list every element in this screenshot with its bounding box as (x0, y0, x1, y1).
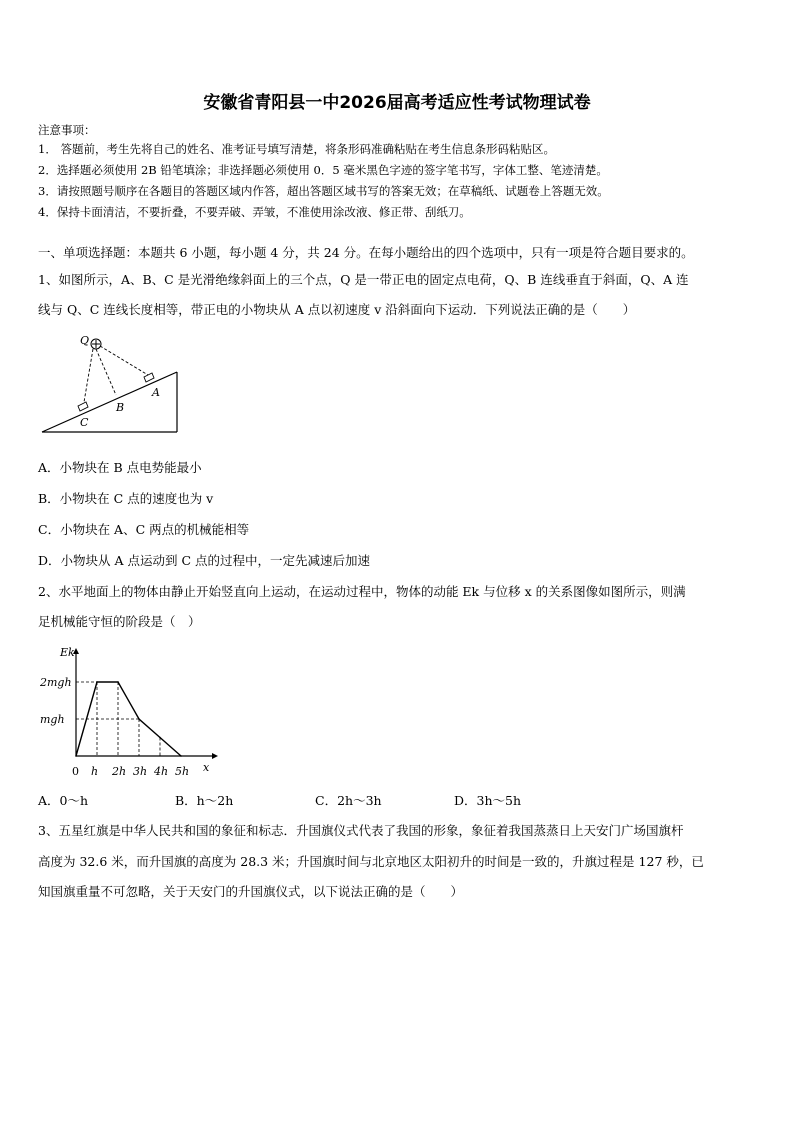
qc-dashed-line (83, 349, 93, 408)
x-tick-label-3: 3h (133, 765, 148, 778)
block-at-a (144, 373, 154, 382)
qa-dashed-line (100, 346, 148, 375)
x-tick-label-4: 4h (154, 765, 169, 778)
notice-item-2: 2．选择题必须使用 2B 铅笔填涂；非选择题必须使用 0．5 毫米黑色字迹的签字笔书写，字体工整、笔迹清楚。 (38, 163, 608, 177)
notice-item-1: 1． 答题前，考生先将自己的姓名、准考证号填写清楚，将条形码准确粘贴在考生信息条形码粘贴区。 (38, 142, 555, 156)
y-axis-label: Ek (60, 646, 75, 659)
q1-text-line-1: 1、如图所示，A、B、C 是光滑绝缘斜面上的三个点，Q 是一带正电的固定点电荷，Q、B 连线垂直于斜面，Q、A 连 (38, 272, 689, 287)
notice-item-4: 4．保持卡面清洁，不要折叠，不要弄破、弄皱，不准使用涂改液、修正带、刮纸刀。 (38, 205, 471, 219)
q3-text-line-1: 3、五星红旗是中华人民共和国的象征和标志．升国旗仪式代表了我国的形象，象征着我国蒸蒸日上天安门广场国旗杆 (38, 823, 684, 838)
y-tick-label-1: mgh (40, 713, 65, 726)
q1-option-d[interactable]: D．小物块从 A 点运动到 C 点的过程中，一定先减速后加速 (38, 553, 371, 568)
label-q: Q (80, 334, 90, 347)
incline-figure (36, 332, 186, 436)
page-title: 安徽省青阳县一中2026届高考适应性考试物理试卷 (203, 93, 591, 113)
block-at-c (78, 402, 88, 411)
x-tick-label-5: 5h (175, 765, 190, 778)
q2-option-b[interactable]: B．h～2h (175, 793, 234, 808)
notice-heading: 注意事项： (38, 123, 96, 137)
y-tick-label-0: 2mgh (40, 676, 72, 689)
q1-option-c[interactable]: C．小物块在 A、C 两点的机械能相等 (38, 522, 250, 537)
q1-text-line-2: 线与 Q、C 连线长度相等，带正电的小物块从 A 点以初速度 v 沿斜面向下运动．下列说法正确的是（ ） (38, 302, 636, 317)
x-axis-label: x (203, 761, 210, 774)
q1-option-a[interactable]: A．小物块在 B 点电势能最小 (38, 460, 202, 475)
incline-slope (42, 372, 177, 432)
data-point-4 (159, 737, 161, 739)
q2-option-a[interactable]: A．0～h (38, 793, 89, 808)
q2-text-line-2: 足机械能守恒的阶段是（ ） (38, 614, 201, 629)
data-point-2 (117, 681, 119, 683)
qb-dashed-line (96, 349, 116, 395)
x-tick-label-1: h (91, 765, 99, 778)
q2-text-line-1: 2、水平地面上的物体由静止开始竖直向上运动，在运动过程中，物体的动能 Ek 与位移 x 的关系图像如图所示，则满 (38, 584, 686, 599)
q3-text-line-3: 知国旗重量不可忽略，关于天安门的升国旗仪式，以下说法正确的是（ ） (38, 884, 464, 899)
data-point-0 (75, 755, 77, 757)
data-point-5 (180, 755, 182, 757)
x-tick-label-0: 0 (72, 765, 79, 778)
q2-option-d[interactable]: D．3h～5h (454, 793, 522, 808)
x-tick-label-2: 2h (112, 765, 127, 778)
label-c: C (80, 416, 89, 429)
data-point-1 (96, 681, 98, 683)
x-axis-arrow (212, 753, 218, 759)
q1-option-b[interactable]: B．小物块在 C 点的速度也为 v (38, 491, 214, 506)
notice-item-3: 3．请按照题号顺序在各题目的答题区域内作答，超出答题区域书写的答案无效；在草稿纸、试题卷上答题无效。 (38, 184, 609, 198)
section-heading: 一、单项选择题：本题共 6 小题，每小题 4 分，共 24 分。在每小题给出的四个选项中，只有一项是符合题目要求的。 (38, 245, 694, 260)
q2-option-c[interactable]: C．2h～3h (315, 793, 382, 808)
q3-text-line-2: 高度为 32.6 米，而升国旗的高度为 28.3 米；升国旗时间与北京地区太阳初升的时间是一致的，升旗过程是 127 秒，已 (38, 854, 704, 869)
ek-x-chart (36, 642, 220, 778)
label-b: B (116, 401, 125, 414)
label-a: A (152, 386, 160, 399)
data-point-3 (138, 718, 140, 720)
